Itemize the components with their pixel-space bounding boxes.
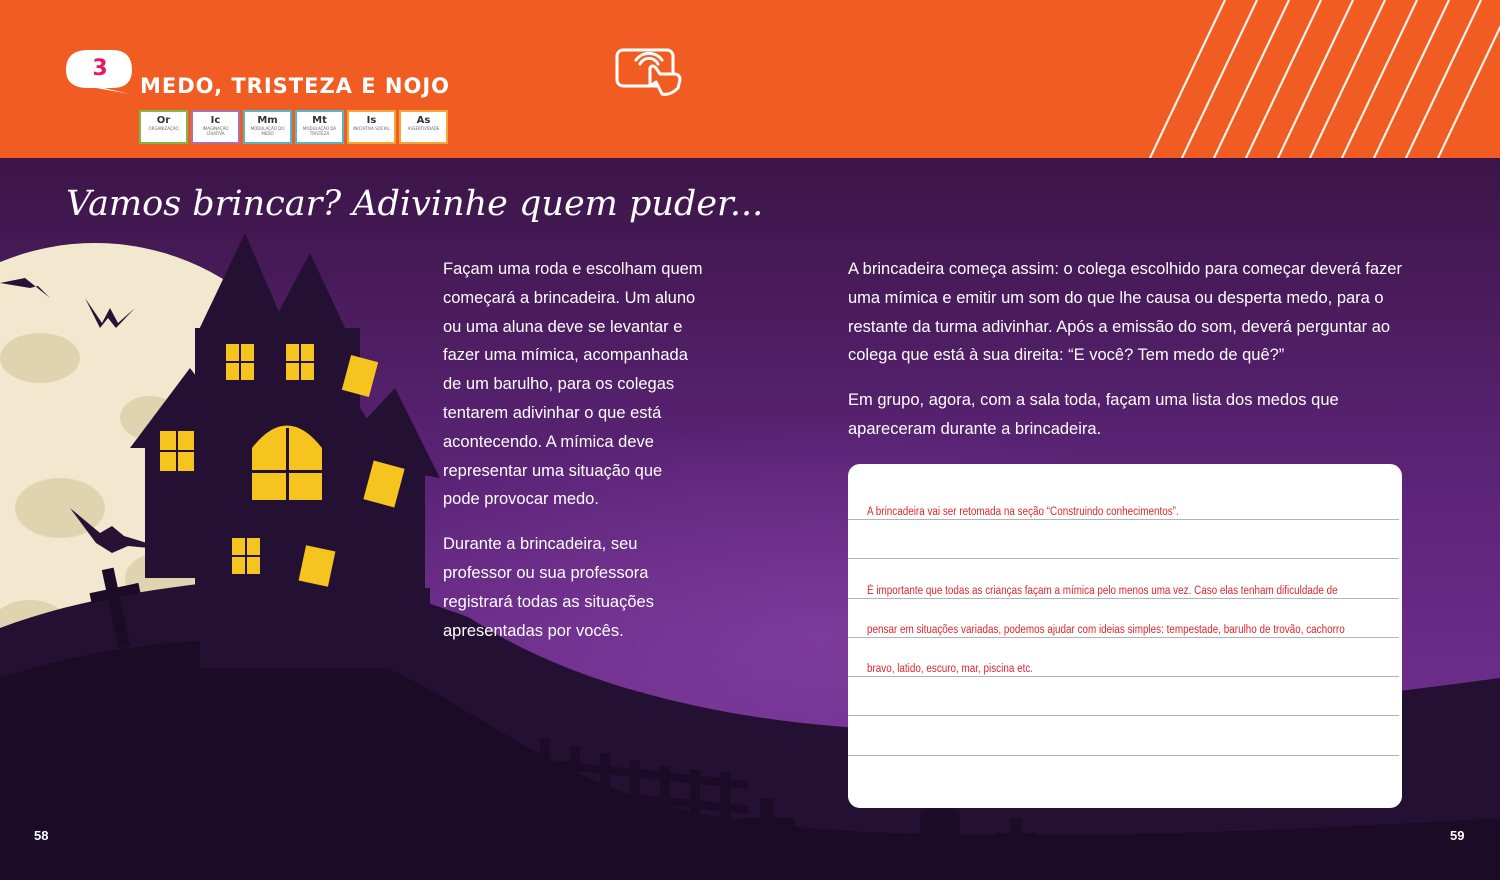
answer-line [848, 637, 1399, 638]
answer-line [848, 715, 1399, 716]
paragraph: Durante a brincadeira, seu professor ou sua professora registrará todas as situações apresentadas por vocês. [443, 535, 654, 640]
page-title: Vamos brincar? Adivinhe quem puder... [66, 184, 764, 224]
skill-badge-mm: Mm MODULAÇÃO DO MEDO [243, 110, 292, 144]
paragraph: Em grupo, agora, com a sala toda, façam uma lista dos medos que apareceram durante a brincadeira. [848, 391, 1339, 438]
teacher-note: pensar em situações variadas, podemos ajudar com ideias simples: tempestade, barulho de trovão, cachorro [867, 624, 1345, 636]
skill-badge-as: As ASSERTIVIDADE [399, 110, 448, 144]
skill-badge-is: Is INICIATIVA SOCIAL [347, 110, 396, 144]
paragraph: A brincadeira começa assim: o colega escolhido para começar deverá fazer uma mímica e emitir um som do que lhe causa ou desperta medo, para o restante da turma adivinhar. Após a emissão do som, deverá perguntar ao colega que está à sua direita: “E você? Tem medo de quê?” [848, 260, 1402, 365]
answer-line [848, 519, 1399, 520]
answer-line [848, 755, 1399, 756]
teacher-note: bravo, latido, escuro, mar, piscina etc. [867, 663, 1034, 675]
answer-line [848, 598, 1399, 599]
instructions-right [848, 255, 1408, 444]
page-number-left: 58 [34, 828, 49, 843]
tablet-touch-icon [614, 46, 688, 102]
skill-badge-or: Or ORGANIZAÇÃO [139, 110, 188, 144]
instructions-left [443, 255, 703, 645]
skills-badges [139, 110, 448, 144]
skill-badge-ic: Ic IMAGINAÇÃO CRIATIVA [191, 110, 240, 144]
teacher-note: É importante que todas as crianças façam a mímica pelo menos uma vez. Caso elas tenham dificuldade de [867, 585, 1338, 597]
answer-line [848, 558, 1399, 559]
decorative-stripes [1140, 0, 1500, 158]
answer-box[interactable] [848, 464, 1402, 808]
chapter-title: MEDO, TRISTEZA E NOJO [140, 74, 450, 98]
paragraph: Façam uma roda e escolham quem começará a brincadeira. Um aluno ou uma aluna deve se levantar e fazer uma mímica, acompanhada de um barulho, para os colegas tentarem adivinhar o que está acontecendo. A mímica deve representar uma situação que pode provocar medo. [443, 260, 703, 509]
teacher-note: A brincadeira vai ser retomada na seção “Construindo conhecimentos”. [867, 506, 1179, 518]
chapter-number: 3 [92, 56, 108, 81]
chapter-header [0, 0, 1500, 158]
answer-line [848, 676, 1399, 677]
skill-badge-mt: Mt MODULAÇÃO DA TRISTEZA [295, 110, 344, 144]
page-number-right: 59 [1450, 828, 1465, 843]
